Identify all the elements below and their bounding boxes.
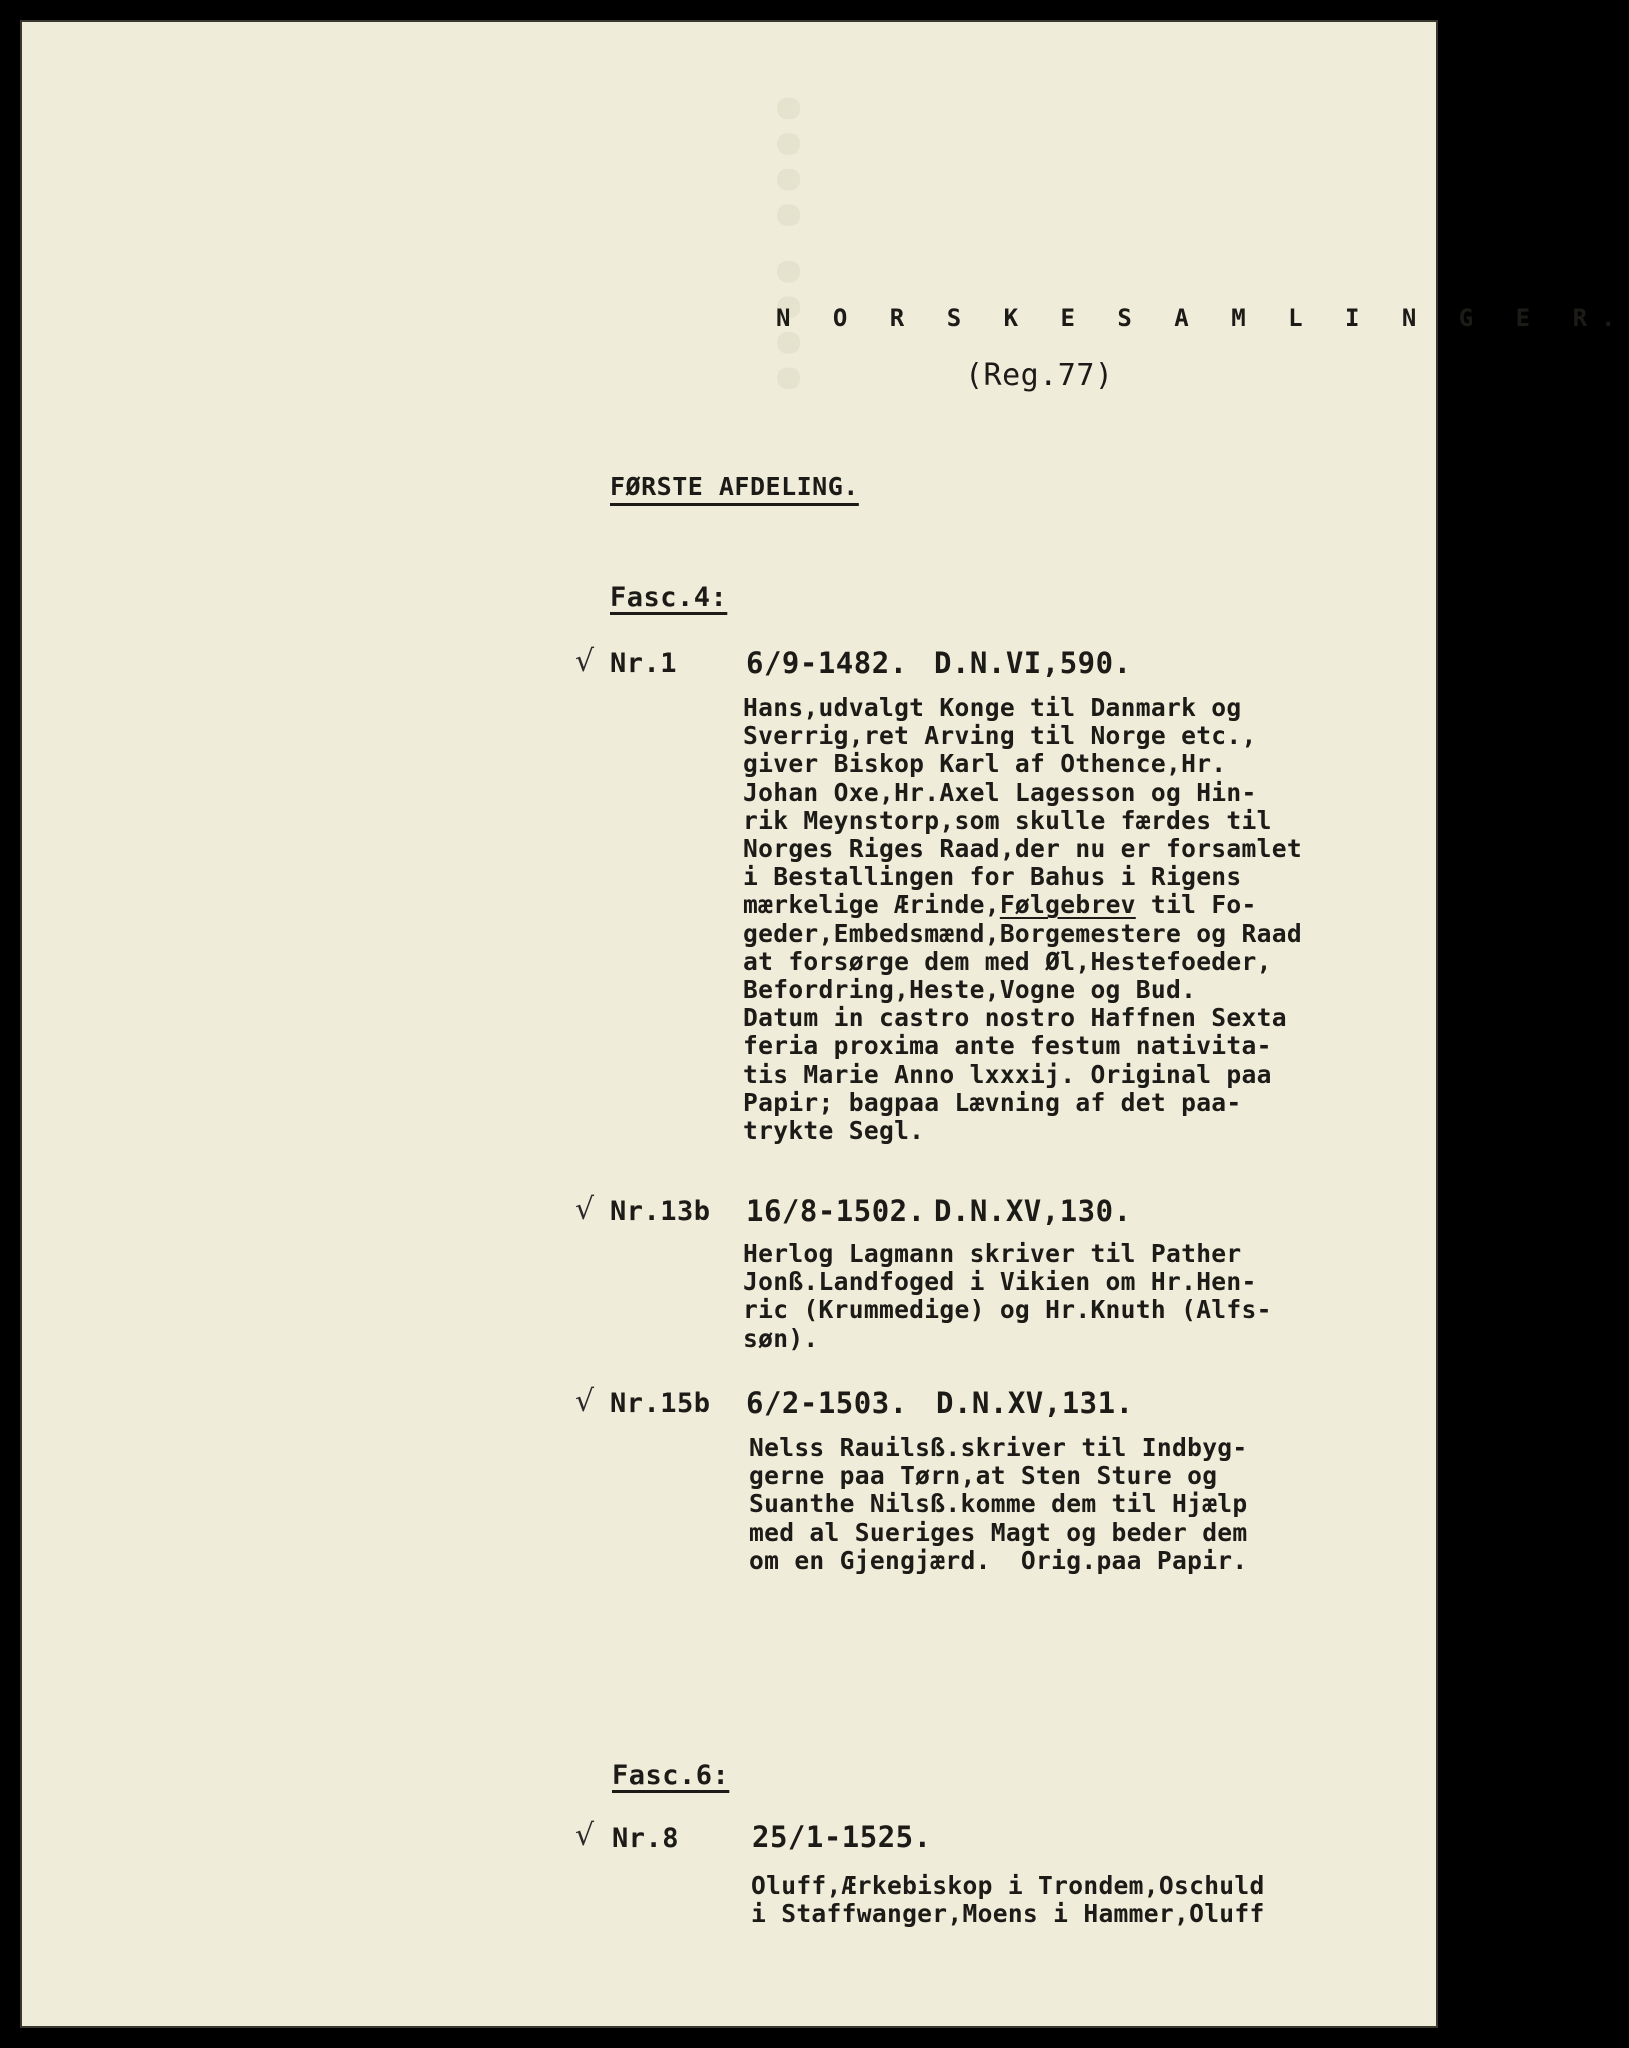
entry-text bbox=[743, 694, 1302, 1145]
entry-text-part-a: Hans,udvalgt Konge til Danmark og Sverrig,ret Arving til Norge etc., giver Biskop Karl af Othence,Hr. Johan Oxe,Hr.Axel Lagesson og Hin- rik Meynstorp,som skulle færdes til Norges Riges Raad,der nu er forsamlet i Bestallingen for Bahus i Rigens mærkelige Ærinde, bbox=[743, 693, 1302, 920]
entry-reference: D.N.XV,130. bbox=[934, 1194, 1132, 1228]
entry-number: Nr.8 bbox=[612, 1823, 680, 1854]
entry-number: Nr.13b bbox=[610, 1196, 711, 1227]
check-mark: √ bbox=[575, 644, 595, 679]
fasc-4-label: Fasc.4: bbox=[610, 582, 728, 613]
entry-date: 6/2-1503. bbox=[746, 1386, 908, 1420]
register-number: (Reg.77) bbox=[965, 358, 1114, 393]
entry-text: Herlog Lagmann skriver til Pather Jonß.Landfoged i Vikien om Hr.Hen- ric (Krummedige) og Hr.Knuth (Alfs- søn). bbox=[743, 1239, 1272, 1353]
section-heading: FØRSTE AFDELING. bbox=[610, 472, 859, 501]
entry-date: 16/8-1502. bbox=[746, 1194, 926, 1228]
entry-date: 6/9-1482. bbox=[746, 646, 908, 680]
entry-text: Nelss Rauilsß.skriver til Indbyg- gerne paa Tørn,at Sten Sture og Suanthe Nilsß.komme dem til Hjælp med al Sueriges Magt og beder dem om en Gjengjærd. Orig.paa Papir. bbox=[749, 1433, 1248, 1575]
document-title: N O R S K E S A M L I N G E R. bbox=[776, 304, 1629, 332]
entry-reference: D.N.XV,131. bbox=[936, 1386, 1134, 1420]
bleed-through-shadow: ᠁᠁ bbox=[698, 62, 861, 389]
underlined-term: Følgebrev bbox=[999, 890, 1136, 920]
check-mark: √ bbox=[575, 1384, 595, 1419]
entry-number: Nr.1 bbox=[610, 648, 678, 679]
check-mark: √ bbox=[575, 1818, 595, 1853]
entry-text: Oluff,Ærkebiskop i Trondem,Oschuld i Staffwanger,Moens i Hammer,Oluff bbox=[751, 1871, 1265, 1929]
check-mark: √ bbox=[575, 1192, 595, 1227]
fasc-6-label: Fasc.6: bbox=[612, 1760, 730, 1791]
document-page bbox=[20, 20, 1629, 2028]
entry-text-part-b: til Fo- geder,Embedsmænd,Borgemestere og Raad at forsørge dem med Øl,Hestefoeder, Befordring,Heste,Vogne og Bud. Datum in castro nostro Haffnen Sexta feria proxima ante festum nativita- tis Marie Anno lxxxij. Original paa Papir; bagpaa Lævning af det paa- trykte Segl. bbox=[743, 890, 1302, 1146]
entry-date: 25/1-1525. bbox=[752, 1820, 932, 1854]
entry-number: Nr.15b bbox=[610, 1388, 711, 1419]
entry-reference: D.N.VI,590. bbox=[934, 646, 1132, 680]
